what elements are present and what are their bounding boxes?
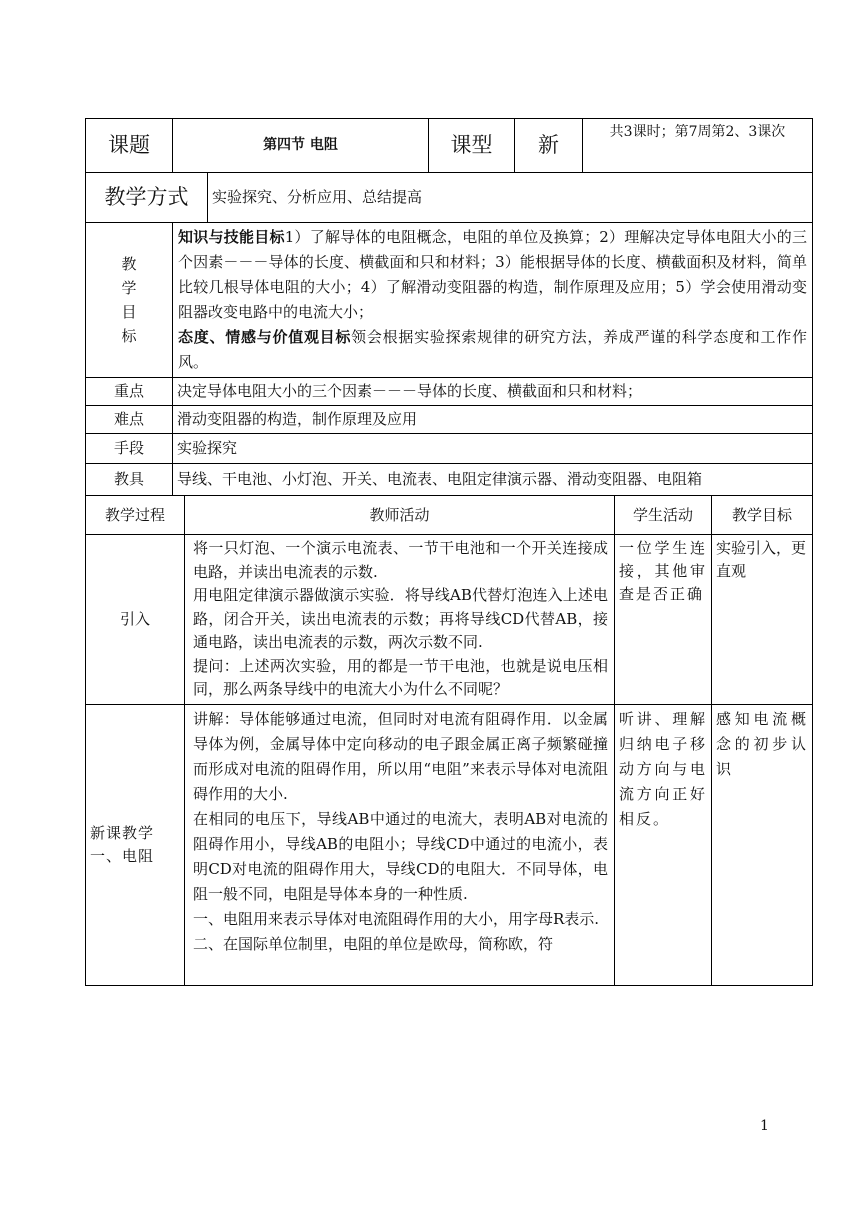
difficulty-label: 难点: [86, 406, 173, 434]
lesson-plan: [85, 118, 812, 986]
tools-label: 教具: [86, 464, 173, 496]
method-label: 教学方式: [86, 173, 208, 223]
process-header-student: 学生活动: [615, 496, 712, 535]
student-activity-new: 听讲、理解归纳电子移动方向与电流方向正好相反。: [615, 704, 712, 985]
knowledge-title: 知识与技能目标: [178, 228, 285, 246]
student-activity-intro: 一位学生连接，其他审查是否正确: [615, 535, 712, 705]
process-row: [86, 535, 813, 705]
teacher-activity-intro: 将一只灯泡、一个演示电流表、一节干电池和一个开关连接成电路，并读出电流表的示数. 用电阻定律演示器做演示实验．将导线AB代替灯泡连入上述电路，闭合开关，读出电流表的示数；再将导线CD代替AB，接通电路，读出电流表的示数，两次示数不同. 提问：上述两次实验，用的都是一节干电池，也就是说电压相同，那么两条导线中的电流大小为什么不同呢？: [185, 535, 615, 705]
means-label: 手段: [86, 434, 173, 464]
teacher-activity-new: 讲解：导体能够通过电流，但同时对电流有阻碍作用．以金属导体为例，金属导体中定向移动的电子跟金属正离子频繁碰撞而形成对电流的阻碍作用，所以用“电阻”来表示导体对电流阻碍作用的大小. 在相同的电压下，导线AB中通过的电流大，表明AB对电流的阻碍作用小，导线AB的电阻小；导线CD中通过的电流小，表明CD对电流的阻碍作用大，导线CD的电阻大．不同导体，电阻一般不同，电阻是导体本身的一种性质. 一、电阻用来表示导体对电流阻碍作用的大小，用字母R表示. 二、在国际单位制里，电阻的单位是欧母，简称欧，符: [185, 704, 615, 985]
attitude-text: 领会根据实验探索规律的研究方法，养成严谨的科学态度和工作作风。: [178, 328, 807, 371]
knowledge-text: 1）了解导体的电阻概念，电阻的单位及换算；2）理解决定导体电阻大小的三个因素－－－导体的长度、横截面和只和材料；3）能根据导体的长度、横截面积及材料，简单比较几根导体电阻的大小；4）了解滑动变阻器的构造，制作原理及应用；5）学会使用滑动变阻器改变电路中的电流大小；: [178, 228, 807, 321]
stage-intro: 引入: [86, 535, 185, 705]
goal-intro: 实验引入，更直观: [712, 535, 813, 705]
type-label: 课型: [429, 119, 515, 173]
difficulty-value: 滑动变阻器的构造，制作原理及应用: [173, 406, 813, 434]
objectives-content: [173, 223, 813, 378]
attitude-title: 态度、情感与价值观目标: [178, 328, 352, 346]
means-value: 实验探究: [173, 434, 813, 464]
key-point-label: 重点: [86, 378, 173, 406]
process-header-teacher: 教师活动: [185, 496, 615, 535]
header-table: [85, 118, 813, 496]
goal-new: 感知电流概念的初步认识: [712, 704, 813, 985]
page-number: 1: [760, 1118, 769, 1134]
process-row: [86, 704, 813, 985]
method-value: 实验探究、分析应用、总结提高: [208, 173, 813, 223]
type-value: 新: [515, 119, 583, 173]
stage-new-lesson: 新课教学一、电阻: [86, 704, 185, 985]
hours-text: 共3课时；第7周第2、3课次: [583, 119, 813, 173]
key-point-value: 决定导体电阻大小的三个因素－－－导体的长度、横截面和只和材料；: [173, 378, 813, 406]
process-header-goal: 教学目标: [712, 496, 813, 535]
course-label: 课题: [86, 119, 173, 173]
course-title: 第四节 电阻: [173, 119, 429, 173]
objectives-label: 教 学 目 标: [86, 223, 173, 378]
process-table: [85, 495, 813, 986]
tools-value: 导线、干电池、小灯泡、开关、电流表、电阻定律演示器、滑动变阻器、电阻箱: [173, 464, 813, 496]
process-header-stage: 教学过程: [86, 496, 185, 535]
